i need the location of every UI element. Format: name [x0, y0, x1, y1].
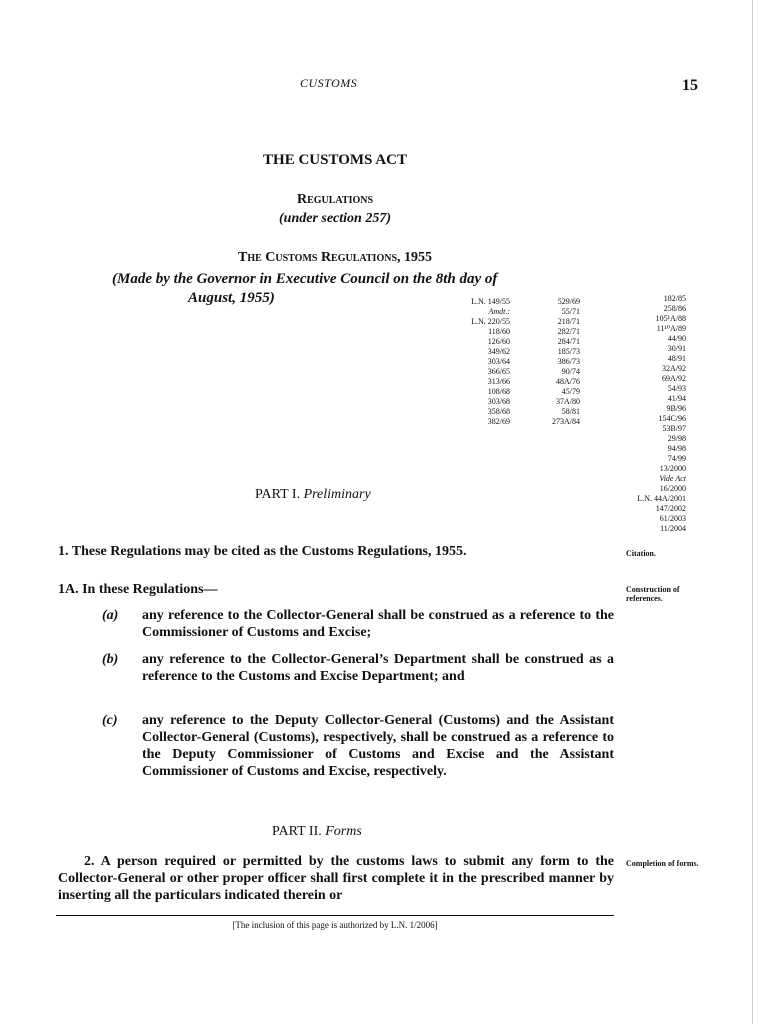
- amendment-ref: 11¹⁰A/89: [656, 324, 686, 333]
- amendment-ref: L.N. 149/55: [471, 297, 510, 306]
- amendment-ref: 45/79: [561, 387, 580, 396]
- amendment-ref: 90/74: [561, 367, 580, 376]
- amendment-ref: 41/94: [667, 394, 686, 403]
- page-edge: [752, 0, 753, 1024]
- margin-note-construction: Construction of references.: [626, 585, 680, 603]
- regulation-2: 2. A person required or permitted by the customs laws to submit any form to the Collector-General or other proper officer shall first complete it in the prescribed manner by inserting all the particulars indicated therein or: [58, 854, 614, 903]
- part-2-title: Forms: [325, 824, 362, 839]
- amendment-ref: 55/71: [561, 307, 580, 316]
- amendment-ref: L.N. 44A/2001: [637, 494, 686, 503]
- part-1-heading: [255, 487, 371, 503]
- running-header: CUSTOMS: [300, 76, 358, 90]
- amendment-ref: 154C/96: [658, 414, 686, 423]
- part-2-label: PART II.: [272, 824, 322, 839]
- amendment-ref: 147/2002: [655, 504, 686, 513]
- amendment-ref: 273A/84: [552, 417, 580, 426]
- amendment-column-3: [610, 294, 686, 534]
- amendment-column-1: [420, 297, 510, 427]
- margin-note-citation: Citation.: [626, 549, 656, 558]
- item-label: (b): [102, 652, 119, 667]
- amendment-ref: 386/73: [557, 357, 580, 366]
- part-1-label: PART I.: [255, 487, 301, 502]
- part-1-title: Preliminary: [303, 487, 371, 502]
- made-by-line-2: August, 1955): [188, 290, 275, 306]
- amendment-ref: 58/81: [561, 407, 580, 416]
- amendment-ref: 11/2004: [660, 524, 686, 533]
- amendment-ref: 185/73: [557, 347, 580, 356]
- amendment-ref: 29/98: [667, 434, 686, 443]
- footer-rule: [56, 915, 614, 916]
- item-text: any reference to the Deputy Collector-General (Customs) and the Assistant Collector-General (Customs), respectively, shall be construed as a reference to the Deputy Commissioner of Customs and Excise and the Assistant Commissioner of Customs and Excise, respectively.: [142, 713, 614, 779]
- amendment-ref: 74/99: [667, 454, 686, 463]
- amendment-ref: 44/90: [667, 334, 686, 343]
- regulation-1: 1. These Regulations may be cited as the Customs Regulations, 1955.: [58, 544, 467, 559]
- amendment-ref: 53B/97: [662, 424, 686, 433]
- amendment-ref: 32A/92: [662, 364, 686, 373]
- amendment-ref: 118/60: [488, 327, 510, 336]
- item-text: any reference to the Collector-General’s Department shall be construed as a reference to the Customs and Excise Department; and: [142, 652, 614, 684]
- regulations-heading: Regulations: [296, 192, 374, 207]
- margin-note-completion: Completion of forms.: [626, 859, 699, 868]
- under-section-note: (under section 257): [279, 211, 391, 226]
- amendment-ref: 284/71: [557, 337, 580, 346]
- amendment-ref: 16/2000: [659, 484, 686, 493]
- amendment-ref: 126/60: [487, 337, 510, 346]
- amendment-ref: 94/98: [667, 444, 686, 453]
- amendment-ref: Vide Act: [659, 474, 686, 483]
- amendment-ref: Amdt.:: [488, 307, 510, 316]
- regulations-citation-heading: The Customs Regulations, 1955: [238, 250, 432, 265]
- amendment-ref: 382/69: [487, 417, 510, 426]
- amendment-ref: 37A/80: [556, 397, 580, 406]
- item-label: (c): [102, 713, 118, 728]
- amendment-ref: 366/65: [487, 367, 510, 376]
- amendment-ref: 9B/96: [666, 404, 686, 413]
- amendment-ref: 313/66: [487, 377, 510, 386]
- amendment-ref: 282/71: [557, 327, 580, 336]
- amendment-column-2: [510, 297, 580, 427]
- amendment-ref: 108/68: [487, 387, 510, 396]
- amendment-ref: 48/91: [667, 354, 686, 363]
- amendment-ref: 13/2000: [659, 464, 686, 473]
- regulation-1A-item-c: [102, 712, 614, 780]
- amendment-ref: 61/2003: [659, 514, 686, 523]
- regulation-1A-item-a: [102, 607, 614, 641]
- amendment-ref: 218/71: [557, 317, 580, 326]
- act-title: THE CUSTOMS ACT: [263, 152, 407, 168]
- amendment-ref: 529/69: [557, 297, 580, 306]
- amendment-ref: 69A/92: [662, 374, 686, 383]
- amendment-ref: 358/68: [487, 407, 510, 416]
- amendment-ref: 54/93: [667, 384, 686, 393]
- page-number: 15: [682, 77, 698, 94]
- amendment-ref: 303/68: [487, 397, 510, 406]
- amendment-ref: 30/91: [667, 344, 686, 353]
- amendment-ref: 48A/76: [556, 377, 580, 386]
- amendment-ref: 258/86: [663, 304, 686, 313]
- amendment-ref: L.N. 220/55: [471, 317, 510, 326]
- amendment-ref: 303/64: [487, 357, 510, 366]
- amendment-ref: 105¹A/88: [655, 314, 686, 323]
- item-text: any reference to the Collector-General shall be construed as a reference to the Commissioner of Customs and Excise;: [142, 608, 614, 640]
- part-2-heading: [272, 824, 362, 840]
- amendment-ref: 182/85: [663, 294, 686, 303]
- item-label: (a): [102, 608, 119, 623]
- footer-note: [The inclusion of this page is authorized by L.N. 1/2006]: [232, 920, 438, 930]
- made-by-line-1: (Made by the Governor in Executive Council on the 8th day of: [112, 271, 498, 287]
- amendment-ref: 349/62: [487, 347, 510, 356]
- regulation-1A-item-b: [102, 651, 614, 685]
- regulation-1A-intro: 1A. In these Regulations—: [58, 582, 218, 597]
